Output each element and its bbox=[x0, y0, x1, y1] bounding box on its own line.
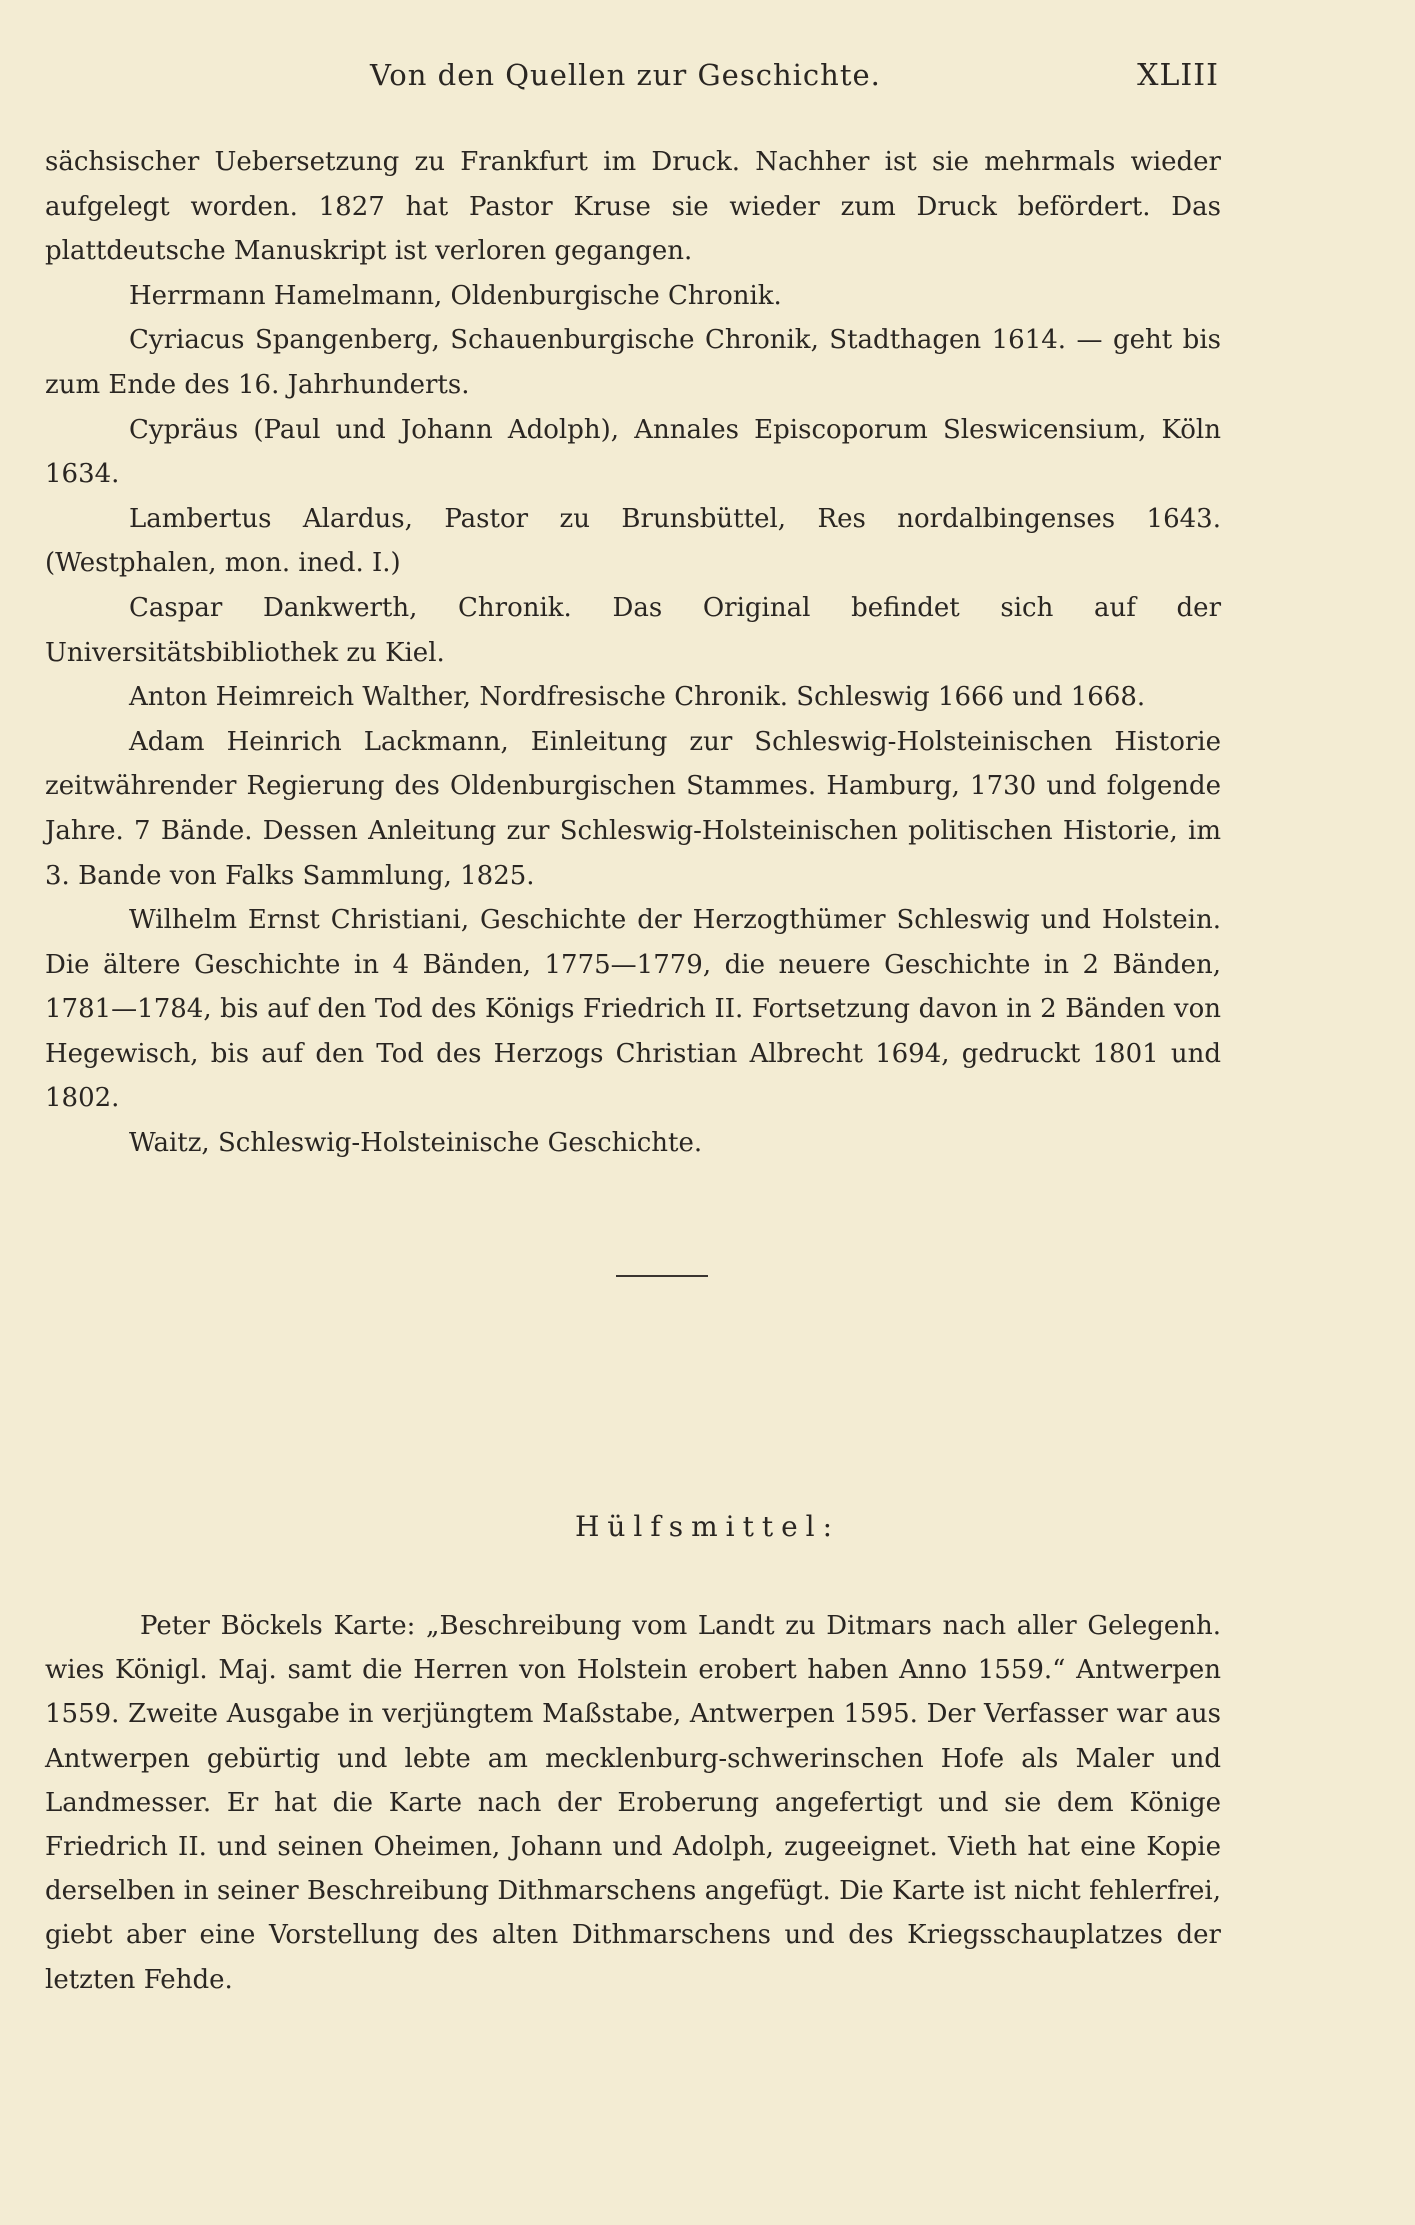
running-title: Von den Quellen zur Geschichte. bbox=[370, 58, 881, 92]
running-header bbox=[0, 58, 1415, 108]
source-entry: Lambertus Alardus, Pastor zu Brunsbüttel, Res nordalbingenses 1643. (Westphalen, mon. ined. I.) bbox=[45, 503, 1221, 579]
source-entry: Cyriacus Spangenberg, Schauenburgische Chronik, Stadthagen 1614. — geht bis zum Ende des 16. Jahrhunderts. bbox=[45, 325, 1221, 400]
source-entry: Anton Heimreich Walther, Nordfresische Chronik. Schleswig 1666 und 1668. bbox=[129, 682, 1146, 713]
source-entry: Cypräus (Paul und Johann Adolph), Annales Episcoporum Sleswicensium, Köln 1634. bbox=[45, 414, 1221, 490]
source-entry: Herrmann Hamelmann, Oldenburgische Chronik. bbox=[129, 280, 782, 311]
source-entry: Adam Heinrich Lackmann, Einleitung zur Schleswig-Holsteinischen Historie zeitwährender Regierung des Oldenburgischen Stammes. Hamburg, 1730 und folgende Jahre. 7 Bände. Dessen Anleitung zur Schleswig-Holsteinischen politischen Historie, im 3. Bande von Falks Sammlung, 1825. bbox=[45, 726, 1221, 891]
page-number: XLIII bbox=[1137, 58, 1219, 93]
section-paragraph: Peter Böckels Karte: „Beschreibung vom Landt zu Ditmars nach aller Gelegenh. wies Königl. Maj. samt die Herren von Holstein erobert haben Anno 1559.“ Antwerpen 1559. Zweite Ausgabe in verjüngtem Maßstabe, Antwerpen 1595. Der Verfasser war aus Antwerpen gebürtig und lebte am mecklenburg-schwerinschen Hofe als Maler und Landmesser. Er hat die Karte nach der Eroberung angefertigt und sie dem Könige Friedrich II. und seinen Oheimen, Johann und Adolph, zugeeignet. Vieth hat eine Kopie derselben in seiner Beschreibung Dithmarschens angefügt. Die Karte ist nicht fehlerfrei, giebt aber eine Vorstellung des alten Dithmarschens und des Kriegsschauplatzes der letzten Fehde. bbox=[45, 1611, 1221, 1995]
section-body bbox=[45, 1604, 1221, 2002]
sources-list bbox=[45, 140, 1221, 1166]
source-entry: sächsischer Uebersetzung zu Frankfurt im Druck. Nachher ist sie mehrmals wieder aufgelegt worden. 1827 hat Pastor Kruse sie wieder zum Druck befördert. Das plattdeutsche Manuskript ist verloren gegangen. bbox=[45, 147, 1221, 267]
source-entry: Caspar Dankwerth, Chronik. Das Original befindet sich auf der Universitätsbibliothek zu Kiel. bbox=[45, 592, 1221, 668]
source-entry: Wilhelm Ernst Christiani, Geschichte der Herzogthümer Schleswig und Holstein. Die ältere Geschichte in 4 Bänden, 1775—1779, die neuere Geschichte in 2 Bänden, 1781—1784, bis auf den Tod des Königs Friedrich II. Fortsetzung davon in 2 Bänden von Hegewisch, bis auf den Tod des Herzogs Christian Albrecht 1694, gedruckt 1801 und 1802. bbox=[45, 905, 1221, 1114]
section-heading: Hülfsmittel: bbox=[574, 1510, 841, 1543]
section-divider bbox=[616, 1275, 708, 1277]
source-entry: Waitz, Schleswig-Holsteinische Geschichte. bbox=[129, 1128, 703, 1159]
